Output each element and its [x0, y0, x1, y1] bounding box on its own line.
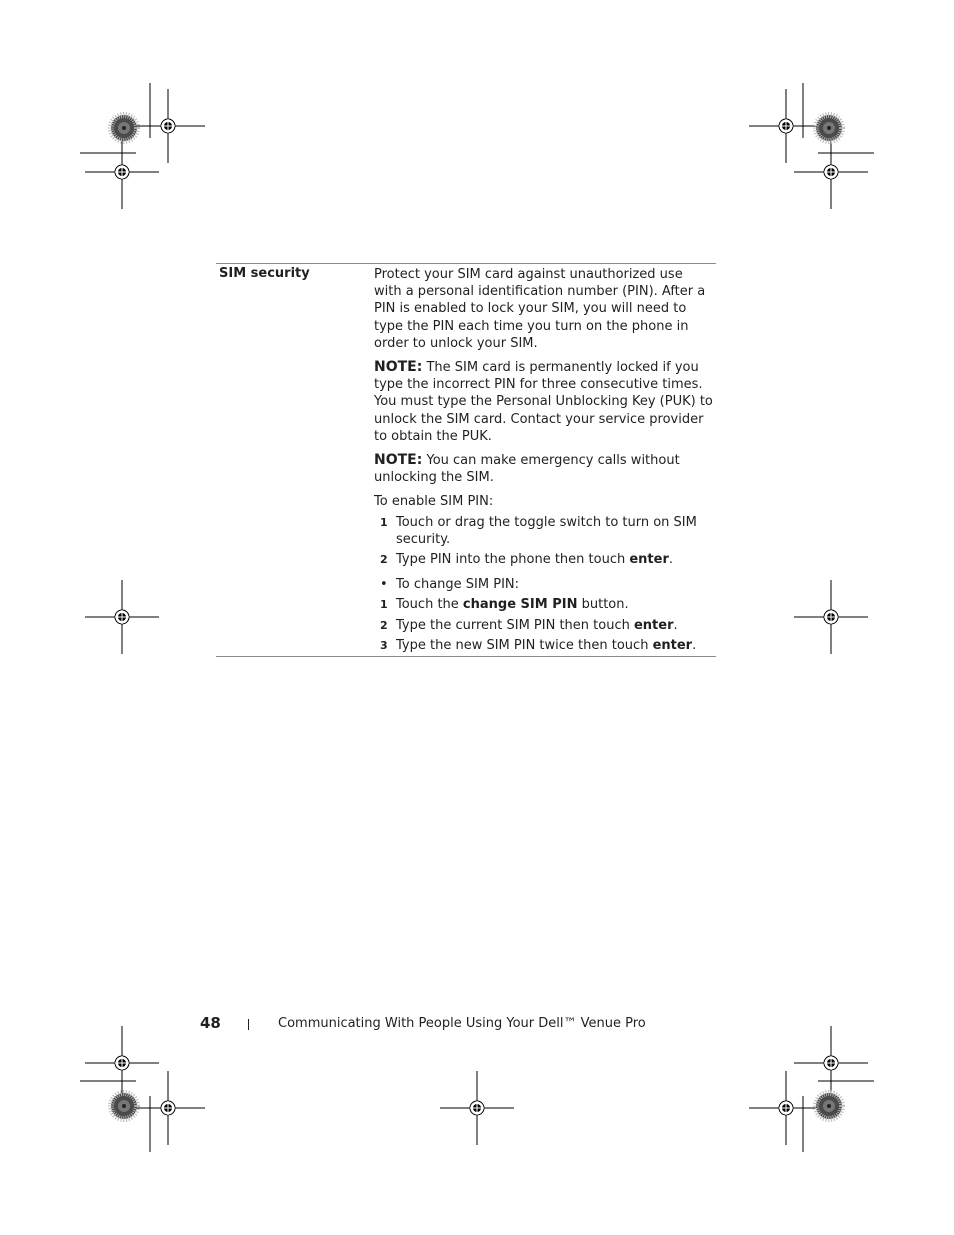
registration-crosshair-icon	[440, 1071, 514, 1145]
list-item	[380, 551, 714, 568]
intro-paragraph: Protect your SIM card against unauthorized use with a personal identification number (PIN). After a PIN is enabled to lock your SIM, you will need to type the PIN each time you turn on the phone in order to unlock your SIM.	[374, 267, 706, 351]
step-number: 2	[380, 618, 388, 632]
starburst-target-icon	[111, 115, 137, 141]
note-label: NOTE:	[374, 359, 423, 376]
registration-crosshair-icon	[131, 89, 205, 163]
step-punct: .	[673, 617, 678, 633]
registration-crosshair-icon	[85, 135, 159, 209]
registration-crosshair-icon	[749, 1071, 823, 1145]
step-number: 3	[380, 638, 388, 652]
page-number: 48	[200, 1014, 221, 1032]
bullet-dot: •	[380, 577, 388, 593]
starburst-target-icon	[816, 115, 842, 141]
step-keyword: enter	[652, 637, 693, 653]
starburst-target-icon	[816, 1093, 842, 1119]
setting-term: SIM security	[219, 266, 310, 281]
note-text: You can make emergency calls without unlocking the SIM.	[374, 453, 680, 486]
list-item	[380, 514, 714, 548]
bullet-item	[380, 576, 714, 593]
list-item	[380, 596, 714, 613]
step-keyword: change SIM PIN	[462, 597, 578, 613]
table-top-rule	[216, 263, 716, 264]
registration-crosshair-icon	[749, 89, 823, 163]
bullet-text: To change SIM PIN:	[396, 577, 520, 593]
note-text: The SIM card is permanently locked if you type the incorrect PIN for three consecutive times. You must type the Personal Unblocking Key (PUK) to unlock the SIM card. Contact your service provider to obtain the PUK.	[374, 360, 713, 444]
enable-heading: To enable SIM PIN:	[374, 494, 494, 510]
step-punct: .	[668, 552, 674, 568]
step-keyword: enter	[629, 552, 669, 568]
step-punct: .	[692, 637, 697, 653]
starburst-target-icon	[111, 1093, 137, 1119]
step-number: 1	[380, 515, 388, 529]
registration-crosshair-icon	[85, 580, 159, 654]
step-keyword: enter	[633, 617, 674, 633]
step-text: Touch or drag the toggle switch to turn on SIM security.	[396, 514, 697, 547]
registration-crosshair-icon	[131, 1071, 205, 1145]
note-paragraph	[374, 359, 714, 445]
footer-divider	[248, 1019, 249, 1030]
step-text: Type the new SIM PIN twice then touch	[396, 637, 653, 653]
step-text-suffix: button.	[577, 597, 629, 613]
running-footer: Communicating With People Using Your Dell™ Venue Pro	[278, 1016, 646, 1031]
registration-crosshair-icon	[85, 1026, 159, 1100]
registration-crosshair-icon	[794, 135, 868, 209]
list-item	[380, 637, 714, 654]
step-text: Type the current SIM PIN then touch	[396, 617, 634, 633]
note-label: NOTE:	[374, 452, 423, 469]
note-paragraph	[374, 452, 714, 486]
step-text: Type PIN into the phone then touch	[396, 552, 630, 568]
step-number: 2	[380, 553, 388, 567]
list-item	[380, 617, 714, 634]
step-text: Touch the	[396, 597, 463, 613]
registration-crosshair-icon	[794, 1026, 868, 1100]
step-number: 1	[380, 598, 388, 612]
registration-crosshair-icon	[794, 580, 868, 654]
setting-description	[374, 266, 714, 657]
